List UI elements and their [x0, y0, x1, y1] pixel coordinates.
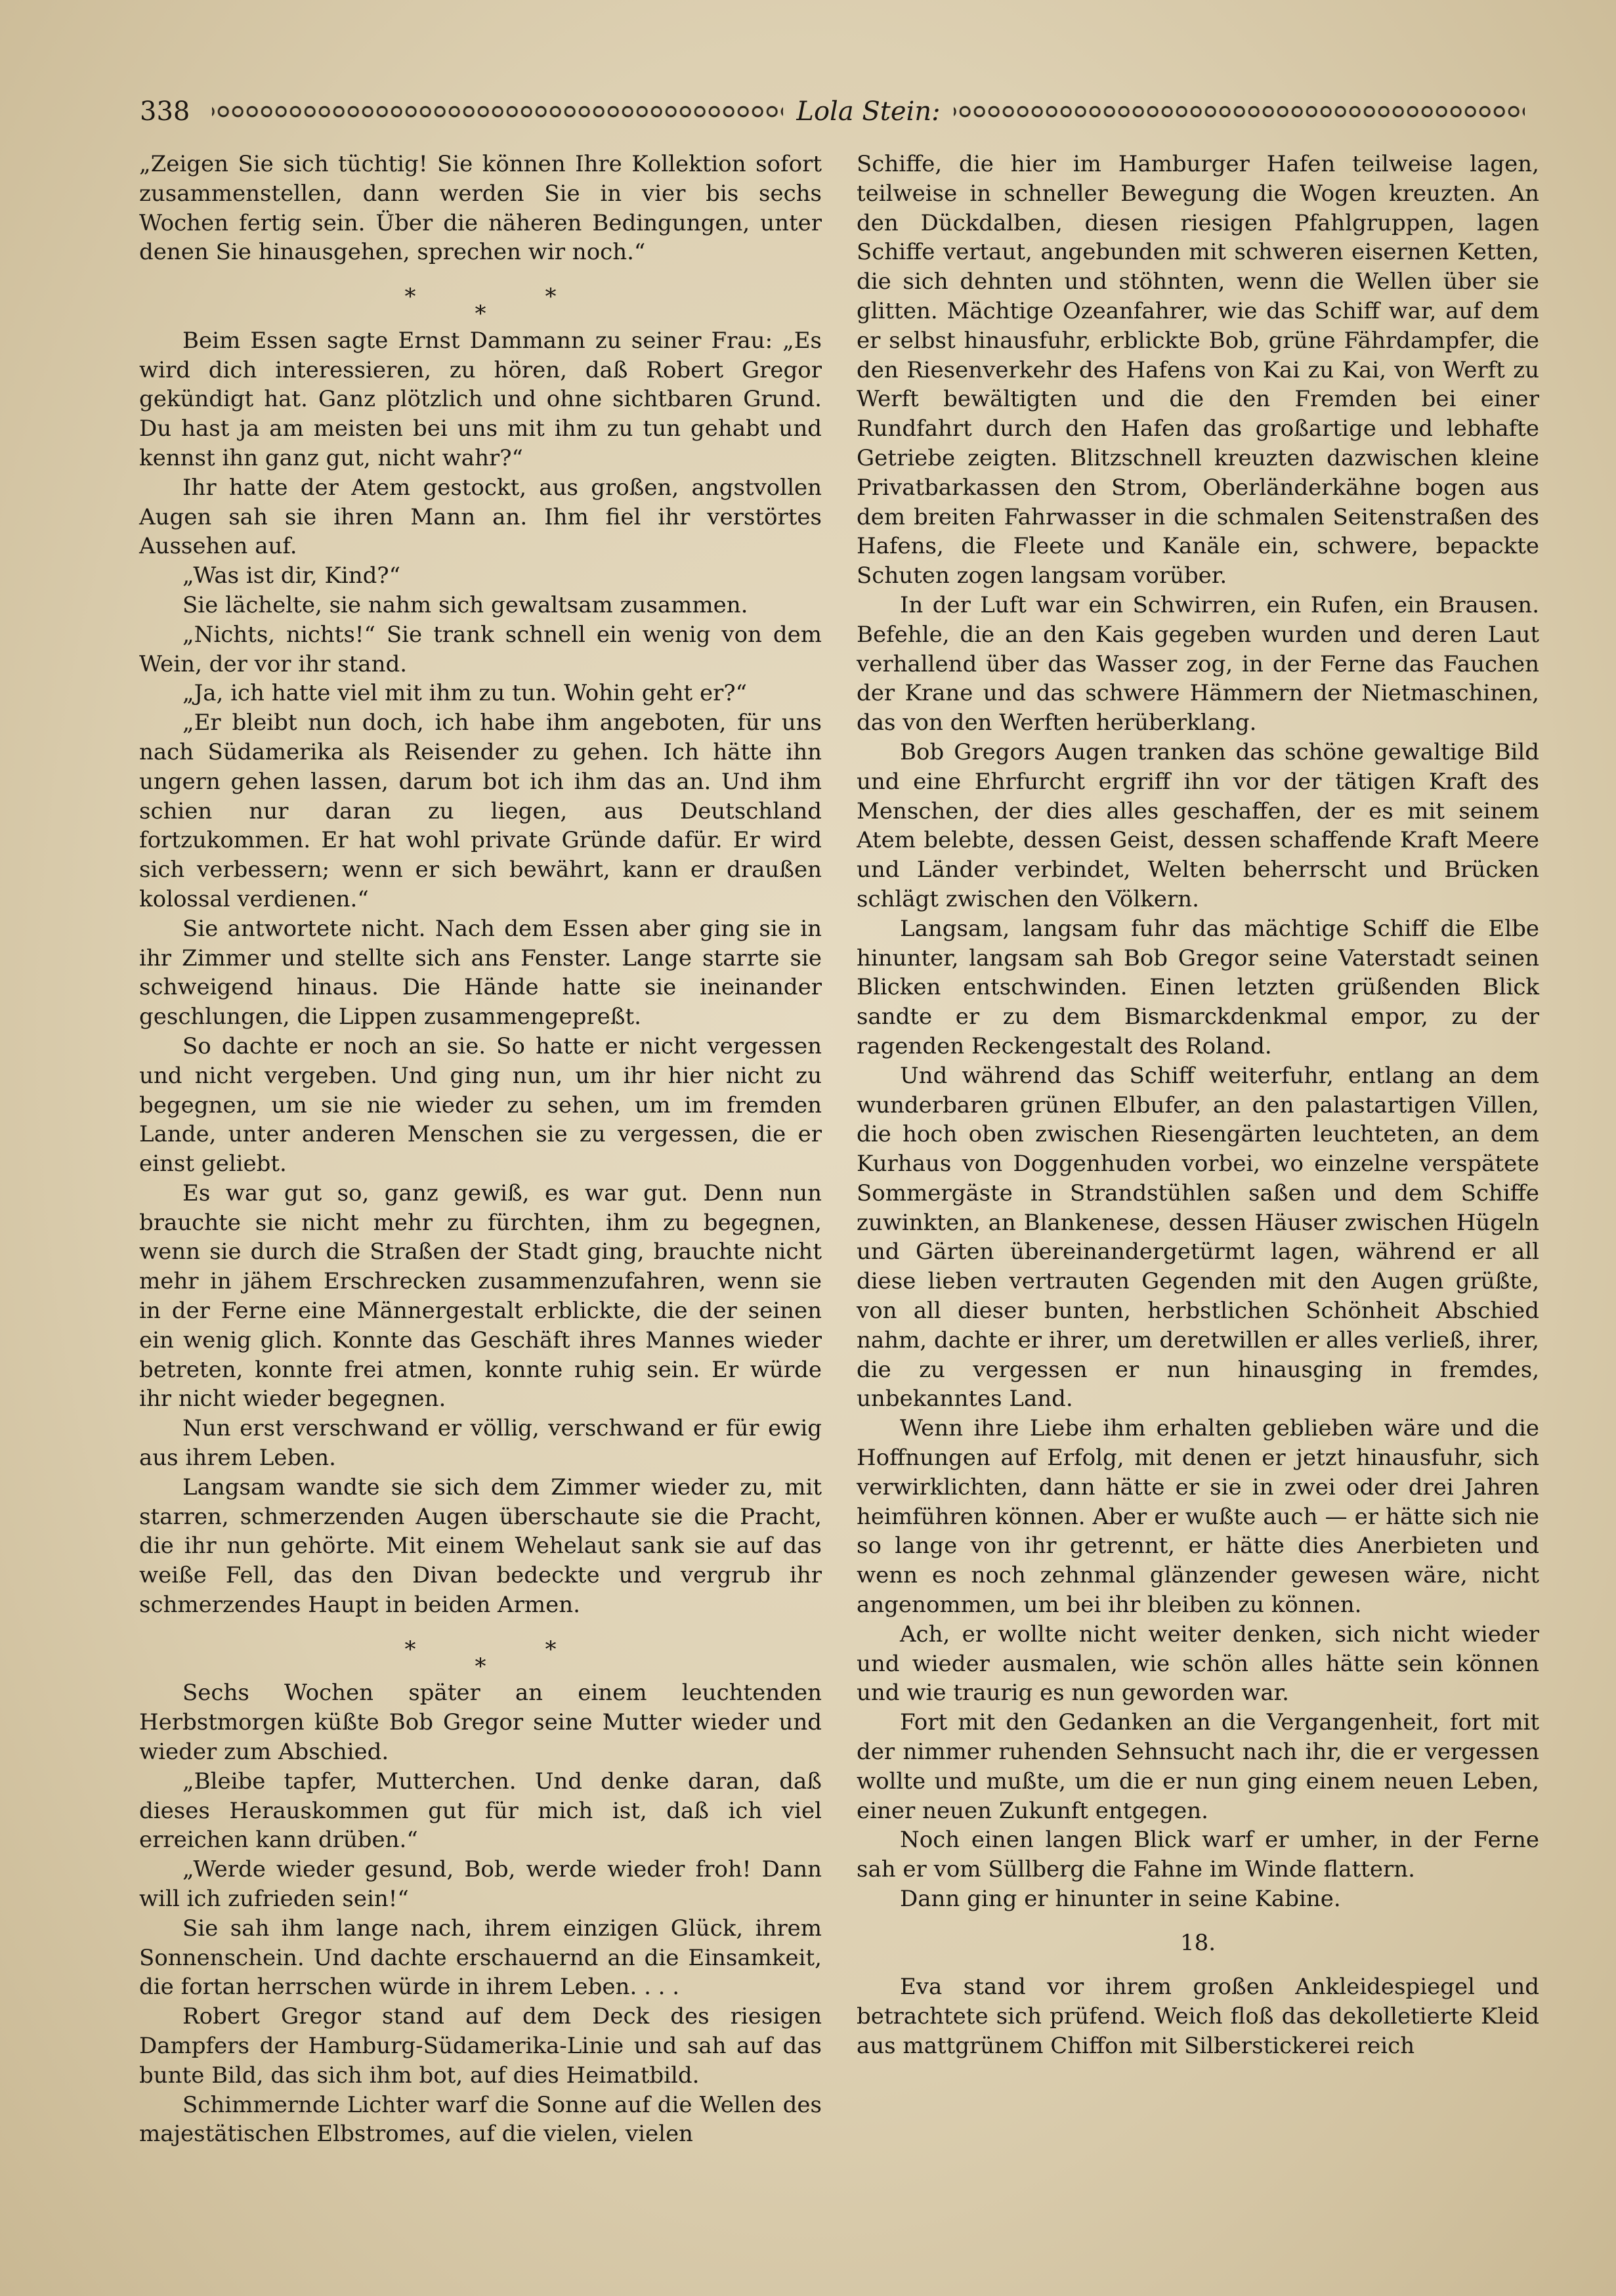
paragraph: „Werde wieder gesund, Bob, werde wieder froh! Dann will ich zufrieden sein!“: [139, 1856, 822, 1913]
paragraph: Wenn ihre Liebe ihm erhalten geblieben wäre und die Hoffnungen auf Erfolg, mit denen er jetzt hinausfuhr, sich verwirklichten, dann hätte er sie in zwei oder drei Jahren heimführen können. Aber er wußte auch — er hätte sich nie so lange von ihr getrennt, er hätte dies Anerbieten und wenn es noch zehnmal glänzender gewesen wäre, nicht angenommen, um bei ihr bleiben zu können.: [857, 1415, 1539, 1619]
paragraph: Sie antwortete nicht. Nach dem Essen aber ging sie in ihr Zimmer und stellte sich ans Fenster. Lange starrte sie schweigend hinaus. Die Hände hatte sie ineinander geschlungen, die Lippen zusammengepreßt.: [139, 915, 822, 1031]
paragraph: Sie sah ihm lange nach, ihrem einzigen Glück, ihrem Sonnenschein. Und dachte erschauernd an die Einsamkeit, die fortan herrschen würde in ihrem Leben. . . .: [139, 1915, 822, 2001]
paragraph: In der Luft war ein Schwirren, ein Rufen, ein Brausen. Befehle, die an den Kais gegeben wurden und deren Laut verhallend über das Wasser zog, in der Ferne das Fauchen der Krane und das schwere Hämmern der Nietmaschinen, das von den Werften herüberklang.: [857, 591, 1539, 736]
right-column: [857, 150, 1539, 2061]
paragraph: Bob Gregors Augen tranken das schöne gewaltige Bild und eine Ehrfurcht ergriff ihn vor der tätigen Kraft des Menschen, der dies alles geschaffen, der es mit seinem Atem belebte, dessen Geist, dessen schaffende Kraft Meere und Länder verbindet, Welten beherrscht und Brücken schlägt zwischen den Völkern.: [857, 738, 1539, 912]
divider-asterisk: *: [475, 1653, 486, 1680]
divider-asterisk: *: [475, 300, 486, 327]
page-number: 338: [140, 96, 190, 127]
paragraph: „Zeigen Sie sich tüchtig! Sie können Ihre Kollektion sofort zusammenstellen, dann werden Sie in vier bis sechs Wochen fertig sein. Über die näheren Bedingungen, unter denen Sie hinausgehen, sprechen wir noch.“: [139, 151, 822, 266]
left-column: [139, 150, 822, 2149]
paragraph: Noch einen langen Blick warf er umher, in der Ferne sah er vom Süllberg die Fahne im Winde flattern.: [857, 1827, 1539, 1883]
paragraph: „Er bleibt nun doch, ich habe ihm angeboten, für uns nach Südamerika als Reisender zu gehen. Ich hätte ihn ungern gehen lassen, darum bot ich ihm das an. Und ihm schien nur daran zu liegen, aus Deutschland fortzukommen. Er hat wohl private Gründe dafür. Er wird sich verbessern; wenn er sich bewährt, kann er draußen kolossal verdienen.“: [139, 710, 822, 912]
paragraph: Dann ging er hinunter in seine Kabine.: [900, 1886, 1341, 1913]
divider-asterisk: *: [545, 1636, 557, 1663]
paragraph: Es war gut so, ganz gewiß, es war gut. Denn nun brauchte sie nicht mehr zu fürchten, ihm zu begegnen, wenn sie durch die Straßen der Stadt ging, brauchte nicht mehr in jähem Erschrecken zusammenzufahren, wenn sie in der Ferne eine Männergestalt erblickte, die der seinen ein wenig glich. Konnte das Geschäft ihres Mannes wieder betreten, konnte frei atmen, konnte ruhig sein. Er würde ihr nicht wieder begegnen.: [139, 1180, 822, 1413]
paragraph: Ach, er wollte nicht weiter denken, sich nicht wieder und wieder ausmalen, wie schön alles hätte sein können und wie traurig es nun geworden war.: [857, 1621, 1539, 1707]
paragraph: Langsam, langsam fuhr das mächtige Schiff die Elbe hinunter, langsam sah Bob Gregor seine Vaterstadt seinen Blicken entschwinden. Einen letzten grüßenden Blick sandte er zu dem Bismarckdenkmal empor, zu der ragenden Reckengestalt des Roland.: [857, 915, 1539, 1059]
paragraph: „Bleibe tapfer, Mutterchen. Und denke daran, daß dieses Herauskommen gut für mich ist, daß ich viel erreichen kann drüben.“: [139, 1768, 822, 1854]
section-divider: [139, 1620, 822, 1679]
paragraph: Nun erst verschwand er völlig, verschwand er für ewig aus ihrem Leben.: [139, 1415, 822, 1472]
paragraph: Robert Gregor stand auf dem Deck des riesigen Dampfers der Hamburg-Südamerika-Linie und sah auf das bunte Bild, das sich ihm bot, auf dies Heimatbild.: [139, 2003, 822, 2089]
divider-asterisk: *: [404, 1636, 416, 1663]
paragraph: Ihr hatte der Atem gestockt, aus großen, angstvollen Augen sah sie ihren Mann an. Ihm fiel ihr verstörtes Aussehen auf.: [139, 474, 822, 560]
paragraph: Beim Essen sagte Ernst Dammann zu seiner Frau: „Es wird dich interessieren, zu hören, daß Robert Gregor gekündigt hat. Ganz plötzlich und ohne sichtbaren Grund. Du hast ja am meisten bei uns mit ihm zu tun gehabt und kennst ihn ganz gut, nicht wahr?“: [139, 327, 822, 471]
paragraph: Langsam wandte sie sich dem Zimmer wieder zu, mit starren, schmerzenden Augen überschaute sie die Pracht, die ihr nun gehörte. Mit einem Wehelaut sank sie auf das weiße Fell, das den Divan bedeckte und vergrub ihr schmerzendes Haupt in beiden Armen.: [139, 1474, 822, 1619]
paragraph: So dachte er noch an sie. So hatte er nicht vergessen und nicht vergeben. Und ging nun, um ihr hier nicht zu begegnen, um sie nie wieder zu sehen, um im fremden Lande, unter anderen Menschen sie zu vergessen, die er einst geliebt.: [139, 1032, 822, 1178]
paragraph: Und während das Schiff weiterfuhr, entlang an dem wunderbaren grünen Elbufer, an den palastartigen Villen, die hoch oben zwischen Riesengärten leuchteten, an dem Kurhaus von Doggenhuden vorbei, wo einzelne verspätete Sommergäste in Strandstühlen saßen und dem Schiffe zuwinkten, an Blankenese, dessen Häuser zwischen Hügeln und Gärten übereinandergetürmt lagen, während er all diese lieben vertrauten Gegenden mit den Augen grüßte, von all dieser bunten, herbstlichen Schönheit Abschied nahm, dachte er ihrer, um deretwillen er alles verließ, ihrer, die zu vergessen er nun hinausging in fremdes, unbekanntes Land.: [857, 1062, 1539, 1413]
header-ornament-left: [212, 104, 783, 119]
paragraph: Eva stand vor ihrem großen Ankleidespiegel und betrachtete sich prüfend. Weich floß das dekolletierte Kleid aus mattgrünem Chiffon mit Silberstickerei reich: [857, 1974, 1539, 2059]
paragraph: Sie lächelte, sie nahm sich gewaltsam zusammen.: [182, 591, 748, 618]
divider-asterisk: *: [545, 283, 557, 310]
paragraph: Schiffe, die hier im Hamburger Hafen teilweise lagen, teilweise in schneller Bewegung die Wogen kreuzten. An den Dückdalben, diesen riesigen Pfahlgruppen, lagen Schiffe vertaut, angebunden mit schweren eisernen Ketten, die sich dehnten und stöhnten, wenn die Wellen über sie glitten. Mächtige Ozeanfahrer, wie das Schiff war, auf dem er selbst hinausfuhr, erblickte Bob, grüne Fährdampfer, die den Riesenverkehr des Hafens von Kai zu Kai, von Werft zu Werft bewältigten und die den Fremden bei einer Rundfahrt durch den Hafen das großartige und lebhafte Getriebe zeigten. Blitzschnell kreuzten dazwischen kleine Privatbarkassen den Strom, Oberländerkähne bogen aus dem breiten Fahrwasser in die schmalen Seitenstraßen des Hafens, die Fleete und Kanäle ein, schwere, bepackte Schuten zogen langsam vorüber.: [857, 151, 1539, 589]
paragraph: „Nichts, nichts!“ Sie trank schnell ein wenig von dem Wein, der vor ihr stand.: [139, 621, 822, 677]
paragraph: Fort mit den Gedanken an die Vergangenheit, fort mit der nimmer ruhenden Sehnsucht nach ihr, die er vergessen wollte und mußte, um die er nun ging einem neuen Leben, einer neuen Zukunft entgegen.: [857, 1709, 1539, 1824]
chapter-number: 18.: [1180, 1929, 1216, 1956]
divider-asterisk: *: [404, 283, 416, 310]
section-divider: [139, 267, 822, 326]
paragraph: „Was ist dir, Kind?“: [182, 563, 401, 589]
paragraph: „Ja, ich hatte viel mit ihm zu tun. Wohin geht er?“: [182, 680, 747, 707]
running-header: [140, 92, 1538, 131]
header-ornament-right: [954, 104, 1525, 119]
running-head-author: Lola Stein:: [796, 96, 941, 127]
paragraph: Schimmernde Lichter warf die Sonne auf die Wellen des majestätischen Elbstromes, auf die vielen, vielen: [139, 2091, 822, 2148]
paragraph: Sechs Wochen später an einem leuchtenden Herbstmorgen küßte Bob Gregor seine Mutter wieder und wieder zum Abschied.: [139, 1680, 822, 1766]
